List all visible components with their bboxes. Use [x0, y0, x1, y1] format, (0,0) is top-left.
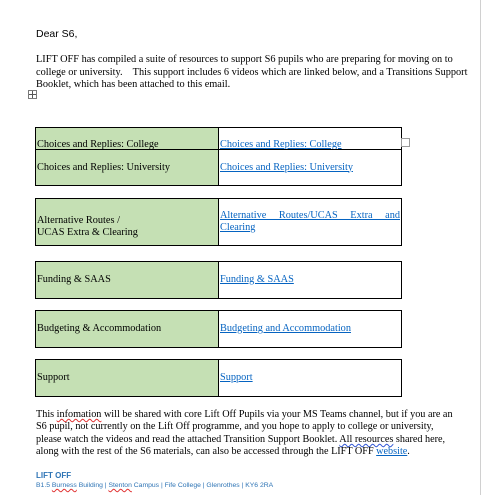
grammar-flag-text: All resources	[339, 433, 394, 445]
page-edge	[480, 0, 481, 495]
link-alt-routes-line-1: Alternative Routes/UCAS Extra and	[220, 210, 400, 221]
address-burness: Burness	[51, 482, 77, 489]
signature-title: LIFT OFF	[36, 471, 72, 480]
table-cell-link	[219, 262, 401, 298]
table-row	[35, 310, 402, 348]
table-cell-label: Funding & SAAS	[36, 262, 219, 298]
outro-text-3: shared here, along with the rest of the S6 materials, can also be accessed through the LIFT OFF	[36, 433, 446, 458]
outro-text-1: This	[36, 409, 57, 420]
address-stenton: Stenton	[108, 482, 132, 489]
link-choices-replies-college[interactable]: Choices and Replies: College	[220, 138, 342, 150]
address-part-3: Campus | Fife College | Glenrothes | KY6 2RA	[131, 482, 274, 489]
signature-address	[36, 482, 273, 489]
address-part-1: B1.5	[36, 482, 52, 489]
table-row	[35, 149, 402, 186]
link-funding-saas[interactable]: Funding & SAAS	[220, 274, 294, 285]
table-row	[35, 359, 402, 397]
intro-paragraph	[36, 54, 468, 92]
outro-text-4: .	[407, 446, 410, 458]
table-move-handle-icon[interactable]	[28, 90, 37, 99]
table-cell-link	[219, 150, 401, 185]
website-link[interactable]: website	[376, 446, 408, 458]
table-row	[35, 198, 402, 246]
table-cell-label: Support	[36, 360, 219, 396]
table-cell-label: Choices and Replies: College	[36, 128, 219, 161]
table-cell-link	[219, 311, 401, 347]
label-alt-routes-line-2: UCAS Extra & Clearing	[37, 227, 138, 238]
table-cell-label: Choices and Replies: University	[36, 150, 219, 185]
table-resize-handle-icon[interactable]	[401, 138, 410, 147]
link-support[interactable]: Support	[220, 372, 253, 383]
greeting: Dear S6,	[36, 28, 78, 40]
table-cell-link	[219, 360, 401, 396]
intro-line-1: LIFT OFF has compiled a suite of resources to support S6 pupils who are preparing for moving on to	[36, 54, 453, 65]
table-cell-label	[36, 199, 219, 245]
misspelled-word: infomation	[56, 409, 102, 420]
link-choices-replies-university[interactable]: Choices and Replies: University	[220, 161, 353, 173]
link-alt-routes-line-2: Clearing	[220, 222, 256, 233]
table-cell-label: Budgeting & Accommodation	[36, 311, 219, 347]
address-part-2: Building |	[76, 482, 109, 489]
intro-line-3: Booklet, which has been attached to this email.	[36, 79, 231, 91]
outro-paragraph	[36, 409, 456, 459]
table-row	[35, 261, 402, 299]
outro-text-2: will be shared with core Lift Off Pupils via your MS Teams channel, but if you are an S6 pupil, not currently on the Lift Off programme, and you hope to apply to college or university, please watch the videos and read the attached Transition Support Booklet.	[36, 409, 453, 445]
intro-line-2: college or university. This support includes 6 videos which are linked below, and a Transitions Support	[36, 66, 468, 78]
label-alt-routes-line-1: Alternative Routes /	[37, 215, 120, 226]
link-budgeting-accommodation[interactable]: Budgeting and Accommodation	[220, 323, 351, 334]
table-cell-link	[219, 199, 401, 245]
link-alternative-routes[interactable]	[220, 210, 400, 234]
